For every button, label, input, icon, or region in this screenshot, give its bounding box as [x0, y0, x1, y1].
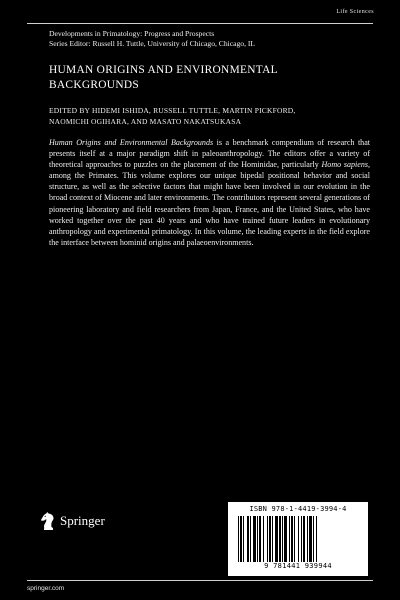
barcode-bar — [289, 516, 290, 562]
publisher-name: Springer — [60, 513, 105, 528]
barcode-bar — [269, 516, 271, 562]
book-title: HUMAN ORIGINS AND ENVIRONMENTAL BACKGROUNDS — [49, 64, 278, 91]
bottom-divider — [27, 580, 373, 581]
barcode-bar — [272, 516, 273, 562]
barcode-bar — [250, 516, 251, 562]
barcode-bar — [267, 516, 268, 562]
series-info — [49, 29, 255, 49]
barcode-bar — [279, 516, 281, 562]
springer-logo — [40, 511, 105, 531]
editors-block — [49, 105, 369, 127]
barcode-bar — [298, 516, 299, 562]
barcode-bar — [309, 516, 312, 562]
barcode-bar — [303, 516, 305, 562]
barcode-bar — [291, 516, 293, 562]
barcode-bar — [238, 516, 239, 562]
barcode-bar — [275, 516, 278, 562]
editors-line-2: NAOMICHI OGIHARA, AND MASATO NAKATSUKASA — [49, 117, 242, 126]
category-label: Life Sciences — [336, 9, 374, 15]
publisher-url[interactable]: springer.com — [27, 585, 65, 592]
series-editor: Series Editor: Russell H. Tuttle, University of Chicago, Chicago, IL — [49, 39, 256, 48]
description-part-1: is a benchmark compendium of research that presents itself at a major paradigm shift in paleoanthropology. The editors offer a variety of theoretical approaches to puzzles on the placement of the Hominidae, particularly — [49, 138, 371, 170]
barcode-bar — [294, 516, 295, 562]
description-species-name: Homo sapiens — [321, 160, 368, 170]
description-part-2: , among the Primates. This volume explores our unique bipedal positional behavior and social structure, as well as the selective factors that might have been involved in our evolution in the broad context of Miocene and later environments. The contributors represent several generations of pioneering laboratory and field researchers from Japan, France, and the United States, who have worked together over the past 40 years and who have trained future leaders in evolutionary anthropology and experimental primatology. In this volume, the leading experts in the field explore the interface between hominid origins and palaeoenvironments. — [49, 160, 371, 247]
barcode-digits: 9 781441 939944 — [264, 562, 332, 570]
barcode-bar — [313, 516, 314, 562]
top-divider — [27, 23, 373, 24]
barcode-bar — [284, 516, 287, 562]
series-title: Developments in Primatology: Progress and Prospects — [49, 29, 215, 38]
barcode-bar — [243, 516, 244, 562]
barcode-bar — [240, 516, 242, 562]
barcode-bar — [282, 516, 283, 562]
barcode-bar — [253, 516, 256, 562]
barcode-bars — [236, 516, 360, 562]
barcode-bar — [263, 516, 264, 562]
description-book-title: Human Origins and Environmental Backgrounds — [49, 138, 214, 147]
isbn-barcode — [228, 502, 368, 576]
springer-horse-chess-knight-icon — [40, 511, 56, 531]
barcode-bar — [257, 516, 258, 562]
barcode-bar — [307, 516, 308, 562]
barcode-bar — [316, 516, 317, 562]
isbn-label: ISBN 978-1-4419-3994-4 — [249, 505, 347, 513]
barcode-bar — [301, 516, 302, 562]
book-description — [49, 137, 370, 248]
barcode-bar — [259, 516, 261, 562]
editors-line-1: EDITED BY HIDEMI ISHIDA, RUSSELL TUTTLE, MARTIN PICKFORD, — [49, 106, 296, 115]
barcode-bar — [247, 516, 249, 562]
